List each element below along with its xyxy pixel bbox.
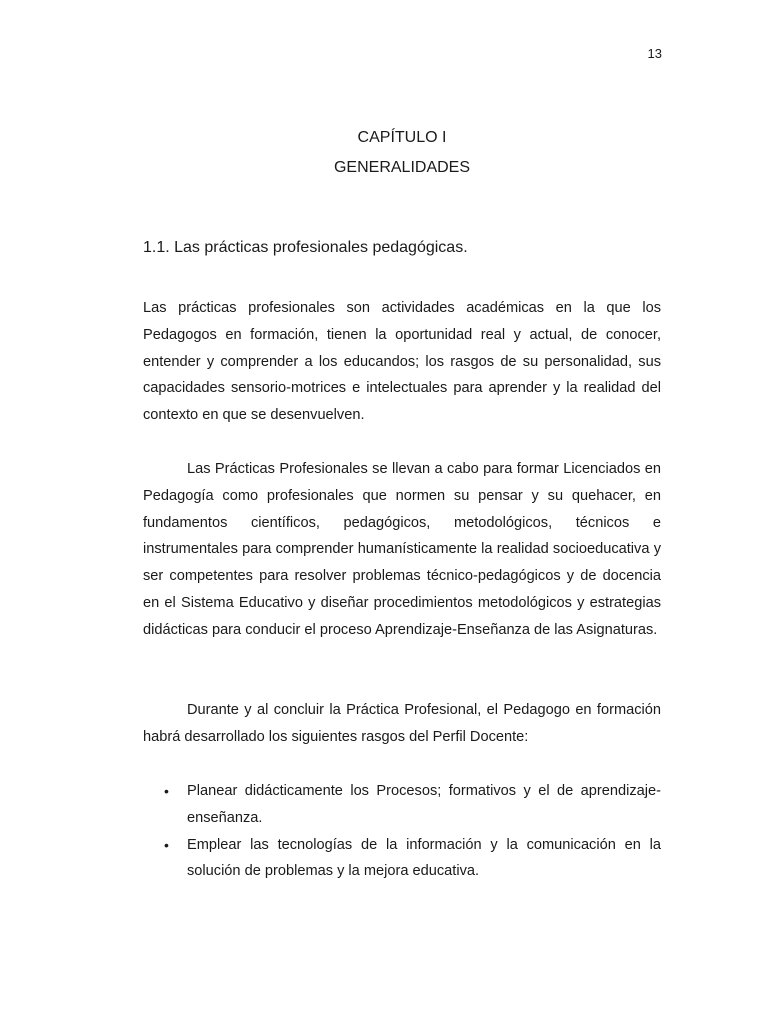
paragraph-intro: Las prácticas profesionales son actividades académicas en la que los Pedagogos en formación, tienen la oportunidad real y actual, de conocer, entender y comprender a los educandos; los rasgos de su personalidad, sus capacidades sensorio-motrices e intelectuales para aprender y la realidad del contexto en que se desenvuelven. [143,300,661,424]
bullet-icon: • [164,783,169,799]
bullet-list [143,778,661,885]
list-item-text: Planear didácticamente los Procesos; formativos y el de aprendizaje-enseñanza. [187,783,661,826]
paragraph-practicas: Las Prácticas Profesionales se llevan a cabo para formar Licenciados en Pedagogía como profesionales que normen su pensar y su quehacer, en fundamentos científicos, pedagógicos, metodológicos, técnicos e instrumentales para comprender humanísticamente la realidad socioeducativa y ser competentes para resolver problemas técnico-pedagógicos y de docencia en el Sistema Educativo y diseñar procedimientos metodológicos y estrategias didácticas para conducir el proceso Aprendizaje-Enseñanza de las Asignaturas. [143,461,661,638]
list-item-text: Emplear las tecnologías de la información y la comunicación en la solución de problemas y la mejora educativa. [187,836,661,880]
list-item [143,832,661,886]
bullet-icon: • [164,836,169,853]
paragraph-perfil: Durante y al concluir la Práctica Profesional, el Pedagogo en formación habrá desarrollado los siguientes rasgos del Perfil Docente: [143,702,661,745]
list-item [143,778,661,832]
chapter-title: GENERALIDADES [333,159,471,176]
chapter-heading [143,123,661,183]
chapter-label: CAPÍTULO I [357,129,447,146]
page-number: 13 [647,46,662,61]
section-title: 1.1. Las prácticas profesionales pedagógicas. [143,239,468,256]
